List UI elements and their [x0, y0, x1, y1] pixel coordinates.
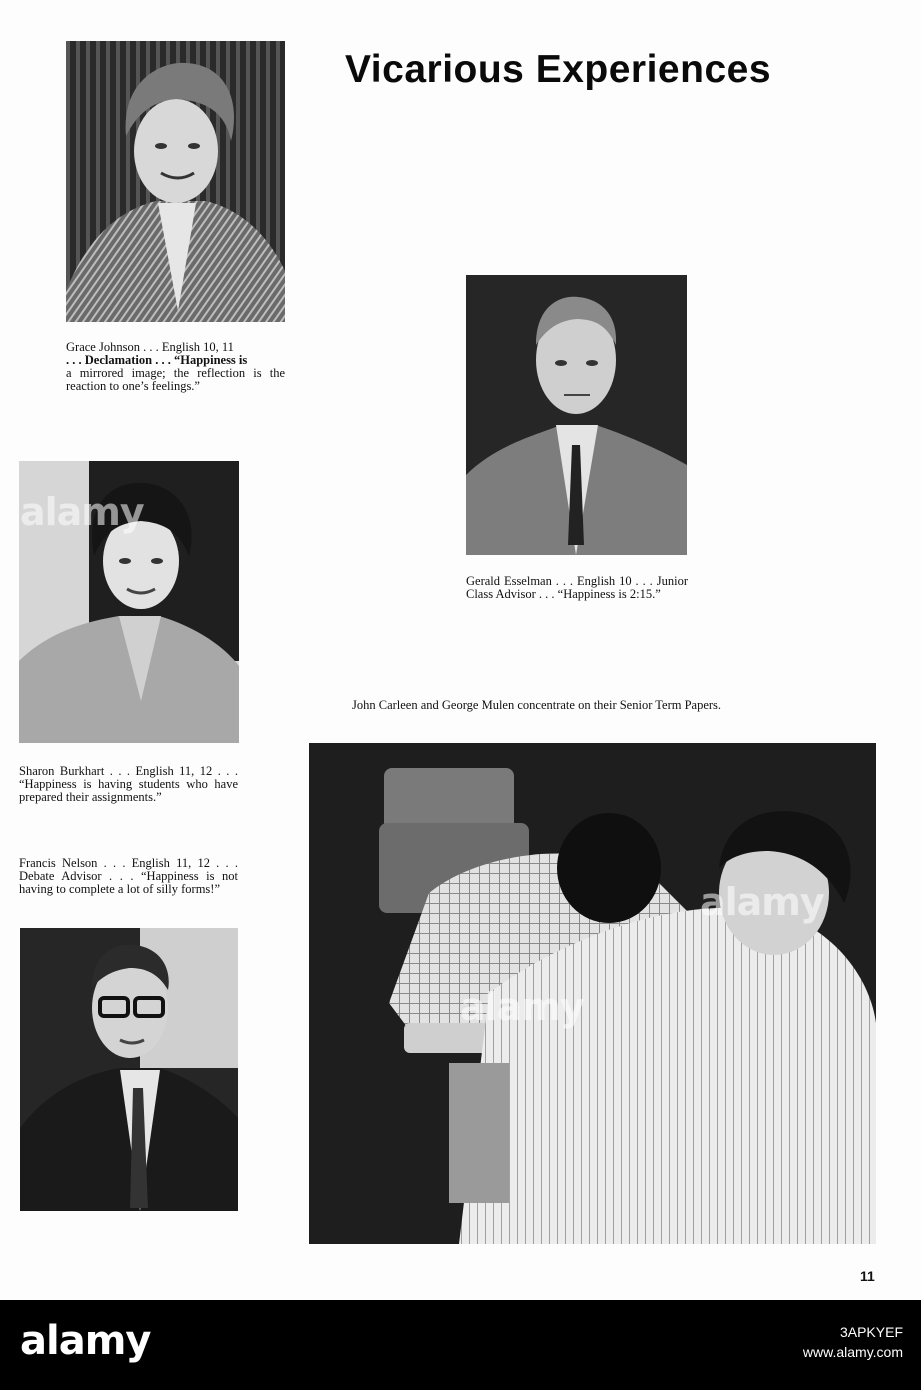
students-photo [309, 743, 876, 1244]
grace-johnson-photo [66, 41, 285, 322]
students-caption: John Carleen and George Mulen concentrate on their Senior Term Papers. [352, 698, 722, 712]
gerald-esselman-photo [466, 275, 687, 555]
watermark-3: alamy [460, 985, 584, 1029]
grace-johnson-caption [66, 341, 285, 393]
page-title: Vicarious Experiences [345, 48, 772, 91]
alamy-logo: alamy [20, 1318, 151, 1364]
page-number: 11 [860, 1268, 875, 1284]
grace-caption-line1: Grace Johnson . . . English 10, 11 [66, 340, 234, 354]
footer-url[interactable]: www.alamy.com [802, 1344, 903, 1360]
watermark-2: alamy [700, 880, 824, 924]
grace-caption-line2: . . . Declamation . . . “Happiness is [66, 353, 248, 367]
francis-nelson-caption: Francis Nelson . . . English 11, 12 . . . Debate Advisor . . . “Happiness is not having to complete a lot of silly forms!” [19, 856, 238, 896]
gerald-esselman-caption: Gerald Esselman . . . English 10 . . . Junior Class Advisor . . . “Happiness is 2:15.” [466, 574, 688, 601]
stock-footer [0, 1300, 921, 1390]
sharon-burkhart-caption: Sharon Burkhart . . . English 11, 12 . . . “Happiness is having students who have prepared their assignments.” [19, 764, 238, 804]
grace-caption-rest: a mirrored image; the reflection is the reaction to one’s feelings.” [66, 366, 285, 393]
image-id: 3APKYEF [839, 1324, 903, 1340]
watermark-1: alamy [20, 490, 144, 534]
francis-nelson-photo [20, 928, 238, 1211]
